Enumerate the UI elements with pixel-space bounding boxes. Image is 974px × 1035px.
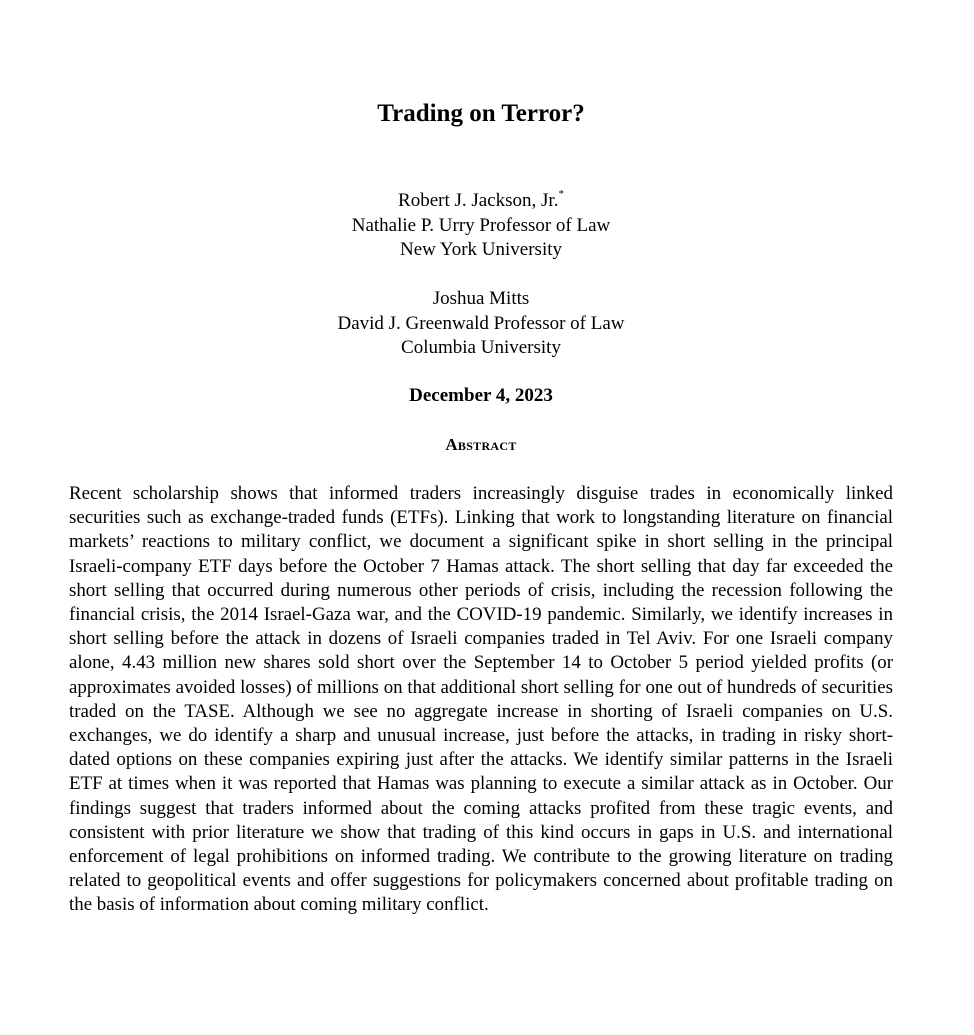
author-affiliation: Columbia University [401, 337, 561, 358]
paper-title: Trading on Terror? [377, 100, 585, 127]
abstract-heading: Abstract [445, 435, 517, 454]
paper-date: December 4, 2023 [409, 385, 553, 406]
abstract-text: Recent scholarship shows that informed traders increasingly disguise trades in economically linked securities such as exchange-traded funds (ETFs). Linking that work to longstanding literature on financial markets’ reactions to military conflict, we document a significant spike in short selling in the principal Israeli-company ETF days before the October 7 Hamas attack. The short selling that day far exceeded the short selling that occurred during numerous other periods of crisis, including the recession following the financial crisis, the 2014 Israel-Gaza war, and the COVID-19 pandemic. Similarly, we identify increases in short selling before the attack in dozens of Israeli companies traded in Tel Aviv. For one Israeli company alone, 4.43 million new shares sold short over the September 14 to October 5 period yielded profits (or approximates avoided losses) of millions on that additional short selling for one out of hundreds of securities traded on the TASE. Although we see no aggregate increase in shorting of Israeli companies on U.S. exchanges, we do identify a sharp and unusual increase, just before the attacks, in trading in risky short-dated options on these companies expiring just after the attacks. We identify similar patterns in the Israeli ETF at times when it was reported that Hamas was planning to execute a similar attack as in October. Our findings suggest that traders informed about the coming attacks profited from these tragic events, and consistent with prior literature we show that trading of this kind occurs in gaps in U.S. and international enforcement of legal prohibitions on informed trading. We contribute to the growing literature on trading related to geopolitical events and offer suggestions for policymakers concerned about profitable trading on the basis of information about coming military conflict. [69, 483, 893, 916]
author-block-1 [0, 189, 962, 263]
author-position: Nathalie P. Urry Professor of Law [351, 214, 611, 236]
author-position: David J. Greenwald Professor of Law [337, 312, 625, 334]
author-footnote-mark: * [558, 187, 564, 200]
author-name: Robert J. Jackson, Jr. [398, 190, 559, 211]
author-name-line [0, 189, 962, 214]
author-name: Joshua Mitts [432, 288, 530, 309]
author-affiliation: New York University [399, 239, 563, 260]
author-block-2 [0, 287, 962, 361]
